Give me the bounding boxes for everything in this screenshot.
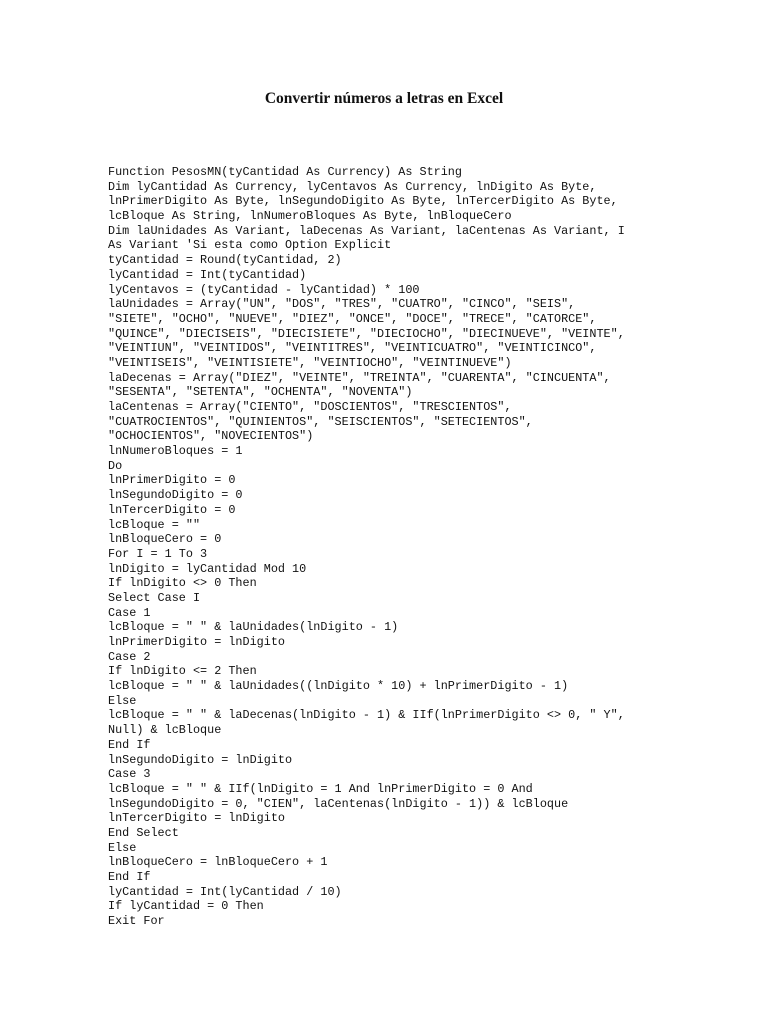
code-line: lcBloque = "": [108, 517, 201, 532]
code-line: lyCentavos = (tyCantidad - lyCantidad) * 100: [108, 282, 420, 297]
code-line: "CUATROCIENTOS", "QUINIENTOS", "SEISCIENTOS", "SETECIENTOS",: [108, 414, 533, 429]
code-line: lnTercerDigito = 0: [108, 502, 236, 517]
code-line: laUnidades = Array("UN", "DOS", "TRES", "CUATRO", "CINCO", "SEIS",: [108, 297, 576, 312]
code-line: lcBloque = " " & laUnidades((lnDigito * 10) + lnPrimerDigito - 1): [108, 679, 569, 694]
code-line: End Select: [108, 825, 179, 840]
code-line: lnBloqueCero = 0: [108, 532, 222, 547]
code-line: laCentenas = Array("CIENTO", "DOSCIENTOS", "TRESCIENTOS",: [108, 400, 512, 414]
code-line: laDecenas = Array("DIEZ", "VEINTE", "TREINTA", "CUARENTA", "CINCUENTA",: [108, 370, 611, 385]
code-line: End If: [108, 870, 151, 884]
code-line: lcBloque As String, lnNumeroBloques As Byte, lnBloqueCero: [108, 209, 512, 224]
code-line: If lyCantidad = 0 Then: [108, 899, 264, 914]
code-line: Dim lyCantidad As Currency, lyCentavos As Currency, lnDigito As Byte,: [108, 179, 597, 194]
code-line: "OCHOCIENTOS", "NOVECIENTOS"): [108, 429, 314, 444]
code-line: lnPrimerDigito As Byte, lnSegundoDigito As Byte, lnTercerDigito As Byte,: [108, 194, 618, 209]
code-line: Case 1: [108, 605, 151, 620]
code-line: lnTercerDigito = lnDigito: [108, 811, 285, 826]
code-line: Do: [108, 458, 123, 473]
code-line: Else: [108, 840, 137, 855]
code-line: tyCantidad = Round(tyCantidad, 2): [108, 253, 342, 268]
code-line: lnDigito = lyCantidad Mod 10: [108, 561, 307, 576]
code-line: If lnDigito <> 0 Then: [108, 576, 257, 591]
code-line: lnBloqueCero = lnBloqueCero + 1: [108, 855, 328, 870]
code-line: Exit For: [108, 914, 165, 929]
code-line: lnSegundoDigito = lnDigito: [108, 752, 293, 767]
document-title: Convertir números a letras en Excel: [264, 90, 504, 107]
code-line: "VEINTISEIS", "VEINTISIETE", "VEINTIOCHO", "VEINTINUEVE"): [108, 355, 512, 370]
code-line: End If: [108, 737, 151, 752]
code-line: Dim laUnidades As Variant, laDecenas As Variant, laCentenas As Variant, I: [108, 223, 625, 238]
code-line: lcBloque = " " & IIf(lnDigito = 1 And lnPrimerDigito = 0 And: [108, 781, 533, 796]
code-line: lnSegundoDigito = 0: [108, 488, 243, 503]
code-line: lcBloque = " " & laUnidades(lnDigito - 1): [108, 620, 399, 635]
code-line: "VEINTIUN", "VEINTIDOS", "VEINTITRES", "VEINTICUATRO", "VEINTICINCO",: [108, 341, 597, 356]
code-line: "SIETE", "OCHO", "NUEVE", "DIEZ", "ONCE", "DOCE", "TRECE", "CATORCE",: [108, 311, 597, 326]
code-line: lyCantidad = Int(tyCantidad): [108, 267, 307, 282]
code-line: lnPrimerDigito = 0: [108, 473, 236, 488]
code-line: lcBloque = " " & laDecenas(lnDigito - 1) & IIf(lnPrimerDigito <> 0, " Y",: [108, 708, 625, 723]
code-line: Case 2: [108, 649, 151, 664]
code-line: As Variant 'Si esta como Option Explicit: [108, 238, 392, 253]
code-line: Else: [108, 693, 137, 708]
code-line: lyCantidad = Int(lyCantidad / 10): [108, 884, 342, 899]
code-line: "QUINCE", "DIECISEIS", "DIECISIETE", "DIECIOCHO", "DIECINUEVE", "VEINTE",: [108, 326, 625, 341]
code-line: "SESENTA", "SETENTA", "OCHENTA", "NOVENTA"): [108, 385, 413, 400]
code-line: Select Case I: [108, 590, 201, 605]
code-line: lnNumeroBloques = 1: [108, 444, 243, 459]
code-line: Function PesosMN(tyCantidad As Currency) As String: [108, 165, 462, 179]
code-line: lnPrimerDigito = lnDigito: [108, 635, 285, 649]
code-line: Null) & lcBloque: [108, 723, 222, 738]
code-line: lnSegundoDigito = 0, "CIEN", laCentenas(lnDigito - 1)) & lcBloque: [108, 796, 569, 811]
code-line: Case 3: [108, 767, 151, 782]
code-line: For I = 1 To 3: [108, 546, 208, 561]
code-line: If lnDigito <= 2 Then: [108, 664, 257, 679]
code-block: [108, 165, 668, 929]
